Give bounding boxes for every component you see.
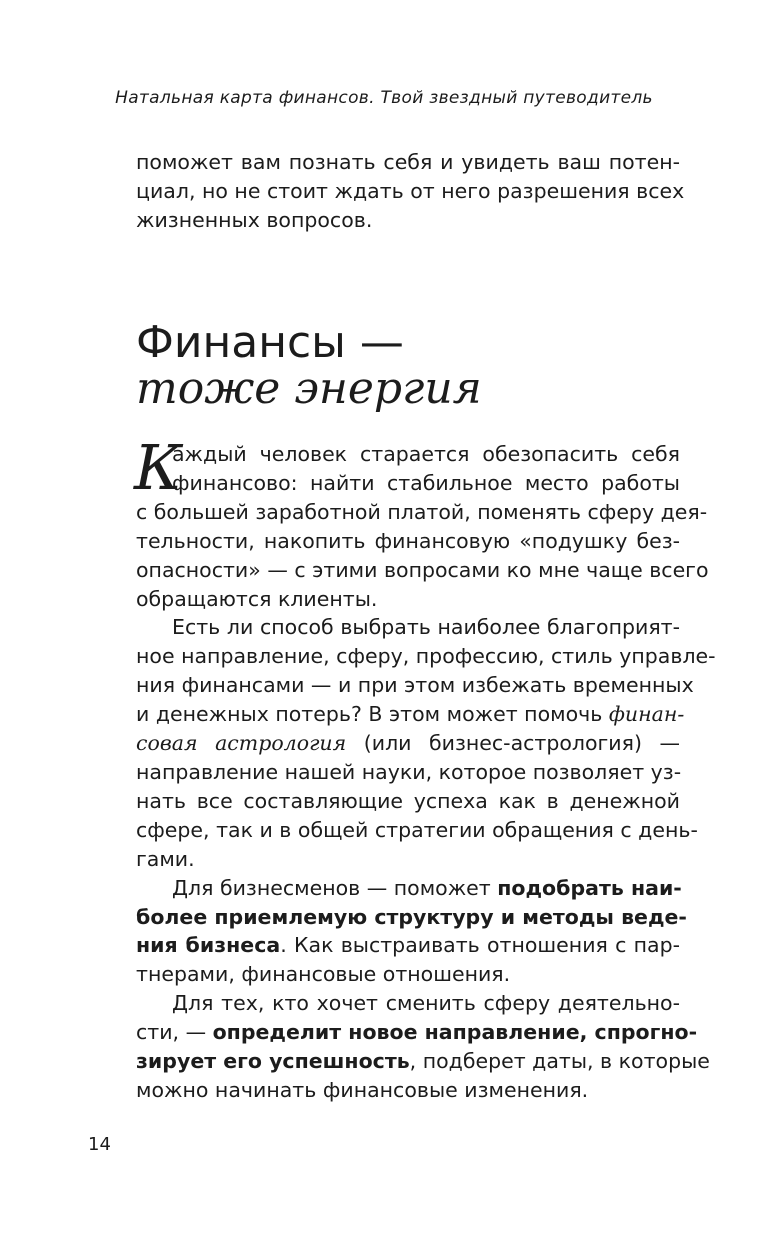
text-run: . Как выстраивать отношения с пар- [280,933,680,958]
text-line: финансово: найти стабильное место работы [172,470,680,495]
text-line: тнерами, финансовые отношения. [136,962,511,987]
italic-term: совая астрология [136,731,347,756]
text-line [136,700,685,729]
body-text [134,431,716,1105]
text-line [136,903,687,932]
bold-phrase: определит новое направление, спрогно- [212,1020,698,1045]
text-line: аждый человек старается обезопасить себя [172,442,680,466]
running-head: Натальная карта финансов. Твой звездный путеводитель [115,88,653,108]
heading-line-2: тоже энергия [136,363,482,414]
text-line: с большей заработной платой, поменять сферу дея- [136,499,708,524]
text-line: тельности, накопить финансовую «подушку без- [136,528,680,553]
text-line: обращаются клиенты. [136,586,378,611]
text-line: ное направление, сферу, профессию, стиль управле- [136,644,716,669]
text-line: можно начинать финансовые изменения. [136,1077,589,1102]
text-line: направление нашей науки, которое позволяет уз- [136,759,682,784]
text-line [136,874,680,903]
section-heading [136,317,482,414]
text-line: циал, но не стоит ждать от него разрешения всех [136,178,685,203]
text-line [136,1047,710,1076]
text-line [136,931,680,960]
text-line: ния финансами — и при этом избежать временных [136,673,694,698]
bold-phrase: более приемлемую структуру и методы веде- [136,904,687,929]
text-line: опасности» — с этими вопросами ко мне чаще всего [136,557,709,582]
text-line: сфере, так и в общей стратегии обращения с день- [136,817,698,842]
text-line: жизненных вопросов. [136,207,373,232]
text-run: Для бизнесменов — поможет [172,875,498,900]
continued-paragraph [136,148,685,235]
bold-phrase: ния бизнеса [136,933,281,958]
text-line: нать все составляющие успеха как в денежной [136,788,680,813]
text-line: Для тех, кто хочет сменить сферу деятельно- [172,991,680,1016]
bold-phrase: подобрать наи- [497,875,682,900]
italic-term: финан- [608,702,685,727]
text-line [136,1018,698,1047]
text-run: и денежных потерь? В этом может помочь [136,702,609,727]
bold-phrase: зирует его успешность [136,1049,410,1074]
text-line: Есть ли способ выбрать наиболее благоприят- [172,615,680,640]
drop-cap: К [134,431,182,504]
text-run: (или бизнес-астрология) — [346,731,680,756]
text-line [136,729,680,758]
text-line: поможет вам познать себя и увидеть ваш потен- [136,150,680,174]
page-number: 14 [88,1134,111,1155]
text-line: гами. [136,846,195,871]
text-run: , подберет даты, в которые [409,1049,710,1074]
heading-line-1: Финансы — [136,317,404,368]
text-run: сти, — [136,1020,213,1045]
